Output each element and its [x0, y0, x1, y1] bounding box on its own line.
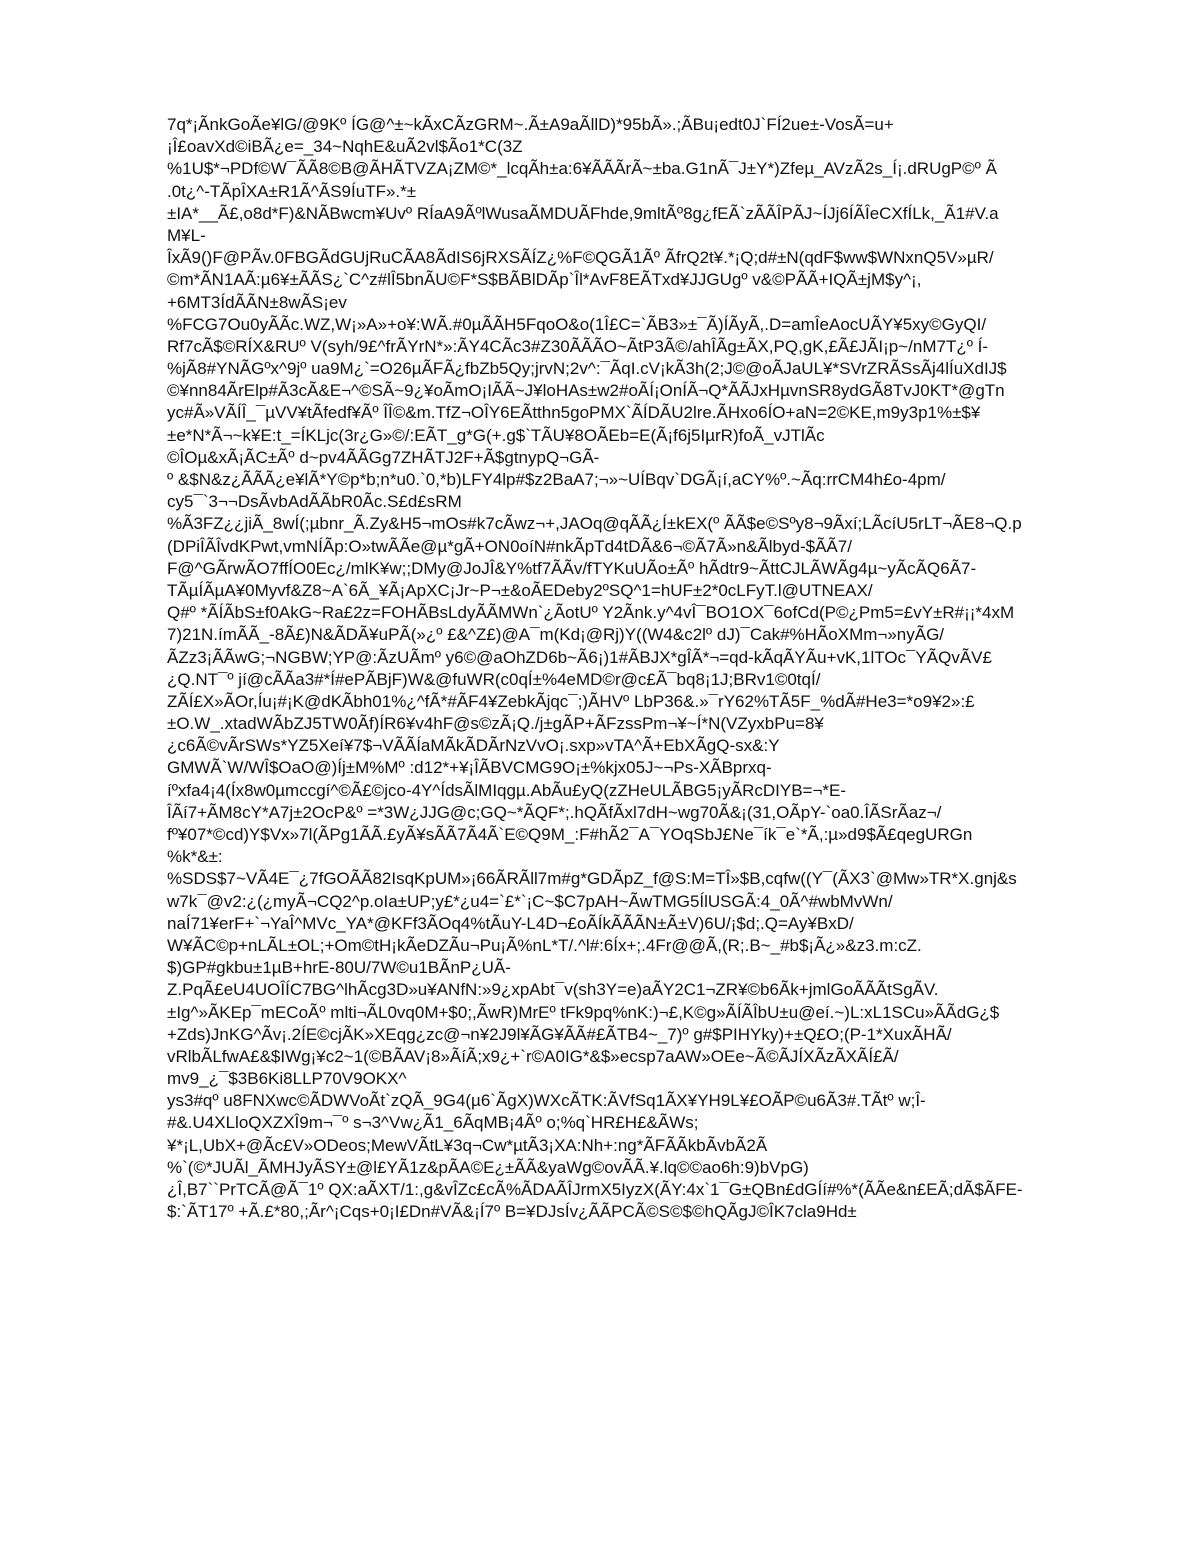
- text-line: (DPiÎÃÎvdKPwt,vmNÍÃp:O»twÃÃe@µ*gÃ+ON0oíN#nkÃpTd4tDÃ&6¬©Ã7Ã»n&Ãlbyd-$ÃÃ7/: [167, 536, 852, 556]
- text-line: ¿Î,B7``PrTCÃ@Ã¯1º QX:aÃXT/1:,g&vÎZc£cÃ%ÃDAÃÎJrmX5IyzX(ÃY:4x`1¯G±QBn£dGÍí#%*(ÃÃe&n£EÃ;dÃ$ÃFE-: [167, 1180, 1023, 1199]
- text-line: +Zds)JnKG^Ãv¡.2ÍE©cjÃK»XEqg¿zc@¬n¥2J9l¥ÃG¥ÃÃ#£ÃTB4~_7)º g#$PIHYky)+±Q£O;(P-1*XuxÃHÃ/: [167, 1024, 952, 1044]
- text-line: %SDS$7~VÃ4E¯¿7fGOÃÃ82IsqKpUM»¡66ÃRÃll7m#g*GDÃpZ_f@S:M=TÎ»$B,cqfw((Y¯(ÃX3`@Mw»TR*X.gnj&s: [167, 869, 1017, 889]
- text-line: vRlbÃLfwA£&$IWg¡¥c2~1(©BÃAV¡8»ÃíÃ;x9¿+`r©A0IG*&$»ecsp7aAW»OEe~Ã©ÃJÍXÃzÃXÃÍ£Ã/: [167, 1046, 899, 1066]
- text-line: ©¥nn84ÃrElp#Ã3cÃ&E¬^©SÃ~9¿¥oÃmO¡IÃÃ~J¥loHAs±w2#oÃÍ¡OnÍÃ¬Q*ÃÃJxHµvnSR8ydGÃ8TvJ0KT*@gTn: [167, 381, 1005, 401]
- text-line: ±Ig^»ÃKEp¯mECoÃº mlti¬ÃL0vq0M+$0;,ÃwR)MrEº tFk9pq%nK:)¬£,K©g»ÃÍÃÎbU±u@eí.~)L:xL1SCu»ÃÃdG¿$: [167, 1002, 1000, 1022]
- text-line: íºxfa4¡4(Íx8w0µmccgí^©Ã£©jco-4Y^ÍdsÃlMIqgµ.AbÃu£yQ(zZHeULÃBG5¡yÃRcDIYB=¬*E-: [167, 780, 847, 800]
- text-line: naÍ71¥erF+`¬YaÎ^MVc_YA*@KFf3ÃOq4%tÃuY-L4D¬£oÃÍkÃÃÃN±Ã±V)6U/¡$d;.Q=Ay¥BxD/: [167, 913, 854, 933]
- text-line: ZÃÍ£X»ÃOr,Íu¡#¡K@dKÃbh01%¿^fÃ*#ÃF4¥ZebkÃjqc¯;)ÃHVº LbP36&.»¯rY62%TÃ5F_%dÃ#He3=*o9¥2»:£: [167, 691, 975, 711]
- text-line: 7q*¡ÃnkGoÃe¥lG/@9Kº ÍG@^±~kÃxCÃzGRM~.Ã±A9aÃllD)*95bÃ».;ÃBu¡edt0J`FÍ2ue±-VosÃ=u+: [167, 115, 894, 134]
- text-line: $)GP#gkbu±1µB+hrE-80U/7W©u1BÃnP¿UÃ-: [167, 958, 511, 978]
- text-line: ©ÎOµ&xÃ¡ÃC±Ãº d~pv4ÃÃGg7ZHÃTJ2F+Ã$gtnypQ¬GÃ-: [167, 447, 600, 467]
- text-line: ÃZz3¡ÃÃwG;¬NGBW;YP@:ÃzUÃmº y6©@aOhZD6b~Ã6¡)1#ÃBJX*gÎÃ*¬=qd-kÃqÃYÃu+vK,1lTOc¯YÃQvÃV£: [167, 647, 992, 667]
- text-line: cy5¯`3¬¬DsÃvbAdÃÃbR0Ãc.S£d£sRM: [167, 492, 462, 512]
- text-line: $:`ÃT17º +Ã.£*80,;Ãr^¡Cqs+0¡I£Dn#VÃ&¡Í7º B=¥DJsÍv¿ÃÃPCÃ©S©$©hQÃgJ©ÎK7cla9Hd±: [167, 1202, 857, 1222]
- text-line: .0t¿^-TÃpÎXA±R1Ã^ÃS9ÍuTF».*±: [167, 181, 417, 201]
- text-line: ÎÃí7+ÃM8cY*A7j±2OcP&º =*3W¿JJG@c;GQ~*ÃQF*;.hQÃfÃxl7dH~wg70Ã&¡(31,OÃpY-`oa0.ÎÃSrÃaz¬/: [167, 802, 942, 822]
- text-line: ¿Q.NT¯º jí@cÃÃa3#*Í#ePÃBjF)W&@fuWR(c0qÍ±%4eMD©r@c£Ã¯bq8¡1J;BRv1©0tqÍ/: [167, 669, 821, 689]
- text-line: %FCG7Ou0yÃÃc.WZ,W¡»A»+o¥:WÃ.#0µÃÃH5FqoO&o(1Î£C=`ÃB3»±¯Ã)ÍÃyÃ,.D=amÎeAocUÃY¥5xy©GyQI/: [167, 314, 987, 334]
- text-line: ys3#qº u8FNXwc©ÃDWVoÃt`zQÃ_9G4(µ6`ÃgX)WXcÃTK:ÃVfSq1ÃX¥YH9L¥£OÃP©u6Ã3#.TÃtº w;Î-: [167, 1091, 926, 1111]
- text-line: %1U$*¬PDf©W¯ÃÃ8©B@ÃHÃTVZA¡ZM©*_lcqÃh±a:6¥ÃÃÃrÃ~±ba.G1nÃ¯J±Y*)Zfeµ_AVzÃ2s_Í¡.dRUgP©º Ã: [167, 159, 997, 179]
- text-line: ©m*ÃN1AÃ:µ6¥±ÃÃS¿`C^z#lÎ5bnÃU©F*S$BÃBlDÃp`Îl*AvF8EÃTxd¥JJGUgº v&©PÃÃ+IQÃ±jM$y^¡,: [167, 270, 922, 290]
- text-line: W¥ÃC©p+nLÃL±OL;+Om©tH¡kÃeDZÃu¬Pu¡Ã%nL*T/.^l#:6Íx+;.4Fr@@Ã,(R;.B~_#b$¡Ã¿»&z3.m:cZ.: [167, 935, 922, 955]
- text-line: ¥*¡L,UbX+@Ãc£V»ODeos;MewVÃtL¥3q¬Cw*µtÃ3¡XA:Nh+:ng*ÃFÃÃkbÃvbÃ2Ã: [167, 1135, 768, 1155]
- text-line: ±O.W_.xtadWÃbZJ5TW0Ãf)ÍR6¥v4hF@s©zÃ¡Q./j±gÃP+ÃFzssPm¬¥~Í*N(VZyxbPu=8¥: [167, 714, 824, 734]
- text-line: Q#º *ÃÍÃbS±f0AkG~Ra£2z=FOHÃBsLdyÃÃMWn`¿ÃotUº Y2Ãnk.y^4vÎ¯BO1OX¯6ofCd(P©¿Pm5=£vY±R#¡¡*4xM: [167, 603, 1015, 623]
- text-line: Z.PqÃ£eU4UOÎÍC7BG^lhÃcg3D»u¥ANfN:»9¿xpAbt¯v(sh3Y=e)aÃY2C1¬ZR¥©b6Ãk+jmlGoÃÃÃtSgÃV.: [167, 980, 939, 1000]
- text-line: ±IA*__Ã£,o8d*F)&NÃBwcm¥Uvº RÍaA9ÃºlWusaÃMDUÃFhde,9mltÃº8g¿fEÃ`zÃÃÎPÃJ~ÍJj6ÍÃÎeCXfÍLk,_Ã1#V.a: [167, 203, 999, 223]
- text-line: ¿c6Ã©vÃrSWs*YZ5Xeí¥7$¬VÃÃÍaMÃkÃDÃrNzVvO¡.sxp»vTA^Ã+EbXÃgQ-sx&:Y: [167, 736, 780, 756]
- text-line: %jÃ8#YNÃGºx^9jº ua9M¿`=O26µÃFÃ¿fbZb5Qy;jrvN;2v^:¯ÃqI.cV¡kÃ3h(2;J©@oÃJaUL¥*SVrZRÃSsÃj4lÍuXdIJ$: [167, 359, 1007, 379]
- text-line: TÃµÍÃµA¥0Myvf&Z8~A`6Ã_¥Ã¡ApXC¡Jr~P¬±&oÃEDeby2ºSQ^1=hUF±2*0cLFyT.l@UTNEAX/: [167, 580, 873, 600]
- text-line: %Ã3FZ¿¿jiÃ_8wÍ(;µbnr_Ã.Zy&H5¬mOs#k7cÃwz¬+,JAOq@qÃÃ¿Í±kEX(º ÃÃ$e©Sºy8¬9Ãxí;LÃcíU5rLT¬ÃE8¬Q.p: [167, 514, 1022, 534]
- text-line: GMWÃ`W/WÎ$OaO@)Íj±M%Mº :d12*+¥¡ÎÃBVCMG9O¡±%kjx05J~¬Ps-XÃBprxq-: [167, 758, 772, 778]
- text-line: +6MT3ÍdÃÃN±8wÃS¡ev: [167, 292, 347, 312]
- text-line: %k*&±:: [167, 847, 223, 867]
- text-line: ÎxÃ9()F@PÃv.0FBGÃdGUjRuCÃA8ÃdIS6jRXSÃÍZ¿%F©QGÃ1Ãº ÃfrQ2t¥.*¡Q;d#±N(qdF$ww$WNxnQ5V»µR/: [167, 248, 994, 268]
- text-line: %`(©*JUÃl_ÃMHJyÃSY±@l£YÃ1z&pÃA©E¿±ÃÃ&yaWg©ovÃÃ.¥.lq©©ao6h:9)bVpG): [167, 1157, 809, 1177]
- text-line: Rf7cÃ$©RÍX&RUº V(syh/9£^frÃYrN*»:ÃY4CÃc3#Z30ÃÃÃO~ÃtP3Ã©/ahÎÃg±ÃX,PQ,gK,£Ã£JÃI¡p~/nM7T¿º Í-: [167, 336, 989, 356]
- text-line: fº¥07*©cd)Y$Vx»7l(ÃPg1ÃÃ.£yÃ¥sÃÃ7Ã4Ã`E©Q9M_:F#hÃ2¯A¯YOqSbJ£Ne¯ík¯e`*Ã,:µ»d9$Ã£qegURGn: [167, 825, 973, 844]
- text-line: ±e*N*Ã¬~k¥E:t_=ÍKLjc(3r¿G»©/:EÃT_g*G(+.g$`TÃU¥8OÃEb=E(Ã¡f6j5IµrR)foÃ_vJTlÃc: [167, 425, 825, 445]
- document-body-text: [167, 114, 1157, 1223]
- text-line: w7k¯@v2:¿(¿myÃ¬CQ2^p.oIa±UP;y£*¿u4=`£*`¡C~$C7pAH~ÃwTMG5ÍlUSGÃ:4_0Ã^#wbMvWn/: [167, 891, 893, 911]
- text-line: yc#Ã»VÃÍÎ_¯µVV¥tÃfedf¥Ãº ÎÎ©&m.TfZ¬OÎY6EÃtthn5goPMX`ÃÍDÃU2lre.ÃHxo6ÍO+aN=2©KE,m9y3p1%±$¥: [167, 403, 981, 423]
- text-line: 7)21N.ímÃÃ_-8Ã£)N&ÃDÃ¥uPÃ(»¿º £&^Z£)@A¯m(Kd¡@Rj)Y((W4&c2lº dJ)¯Cak#%HÃoXMm¬»nyÃG/: [167, 625, 945, 645]
- text-line: mv9_¿¯$3B6Ki8LLP70V9OKX^: [167, 1069, 407, 1089]
- text-line: M¥L-: [167, 225, 206, 245]
- text-line: #&.U4XLloQXZXÎ9m¬¯º s¬3^Vw¿Ã1_6ÃqMB¡4Ãº o;%q`HR£H£&ÃWs;: [167, 1113, 699, 1133]
- text-line: ¡Î£oavXd©iBÃ¿e=_34~NqhE&uÃ2vl$Ão1*C(3Z: [167, 137, 523, 157]
- text-line: º &$N&z¿ÃÃÃ¿e¥lÃ*Y©p*b;n*u0.`0,*b)LFY4lp#$z2BaA7;¬»~UÍBqv`DGÃ¡í,aCY%º.~Ãq:rrCM4h£o-4pm/: [167, 470, 946, 489]
- text-line: F@^GÃrwÃO7ffÍO0Ec¿/mlK¥w;;DMy@JoJÎ&Y%tf7ÃÃv/fTYKuUÃo±Ãº hÃdtr9~ÃttCJLÃWÃg4µ~yÃcÃQ6Ã7-: [167, 558, 977, 578]
